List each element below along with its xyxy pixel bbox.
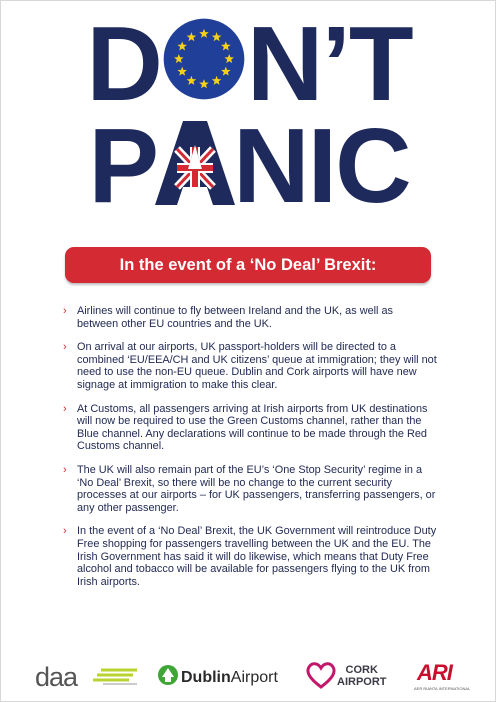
list-item <box>63 403 437 453</box>
cork-line1: CORK <box>345 664 378 676</box>
chevron-right-icon: › <box>63 402 67 415</box>
list-item <box>63 305 437 330</box>
daa-stripes-icon <box>93 668 137 686</box>
dublin-airport-suffix: Airport <box>230 669 278 686</box>
brexit-banner: In the event of a ‘No Deal’ Brexit: <box>65 247 431 283</box>
headline-dont <box>1 5 496 123</box>
list-item-text: Airlines will continue to fly between Ireland and the UK, as well as between other EU countries and the UK. <box>77 305 393 330</box>
eu-flag-icon <box>162 17 246 101</box>
daa-logo: daa <box>35 662 78 692</box>
dublin-airport-logo <box>181 669 278 687</box>
dublin-airport-prefix: Dublin <box>181 669 231 686</box>
dublin-airport-icon <box>157 664 179 686</box>
info-list <box>63 305 437 599</box>
list-item-text: At Customs, all passengers arriving at Irish airports from UK destinations will now be required to use the Green Customs channel, rather than the Blue channel. Any declarations will continue to be made through the Red Customs channel. <box>77 402 428 453</box>
chevron-right-icon: › <box>63 463 67 476</box>
headline-dont-start: D <box>86 5 161 123</box>
ari-logo: ARI <box>417 660 452 685</box>
headline-panic-end: NIC <box>233 107 410 225</box>
headline-panic-start: P <box>88 107 158 225</box>
cork-airport-logo <box>337 664 387 688</box>
cork-line2: AIRPORT <box>337 676 387 688</box>
chevron-right-icon: › <box>63 525 67 538</box>
chevron-right-icon: › <box>63 305 67 317</box>
ari-subtitle: AER RIANTA INTERNATIONAL <box>414 686 471 691</box>
union-jack-icon <box>155 117 235 209</box>
cork-heart-icon <box>305 660 337 690</box>
list-item-text: In the event of a ‘No Deal’ Brexit, the UK Government will reintroduce Duty Free shopping for passengers travelling between the UK and the EU. The Irish Government has said it will do likewise, which means that Duty Free alcohol and tobacco will be available for passengers flying to the UK from Irish airports. <box>77 525 437 588</box>
list-item <box>63 464 437 514</box>
headline-panic <box>1 107 496 225</box>
list-item <box>63 525 437 588</box>
chevron-right-icon: › <box>63 341 67 354</box>
list-item-text: On arrival at our airports, UK passport-holders will be directed to a combined ‘EU/EEA/CH and UK citizens’ queue at immigration; they will not need to use the non-EU queue. Dublin and Cork airports will have new signage at immigration to make this clear. <box>77 341 437 391</box>
logo-strip <box>1 656 496 696</box>
headline-dont-end: N’T <box>246 5 412 123</box>
list-item <box>63 341 437 391</box>
list-item-text: The UK will also remain part of the EU’s ‘One Stop Security’ regime in a ‘No Deal’ Brexit, so there will be no change to the current security processes at our airports – for UK passengers, transferring passengers, or any other passenger. <box>77 463 436 514</box>
